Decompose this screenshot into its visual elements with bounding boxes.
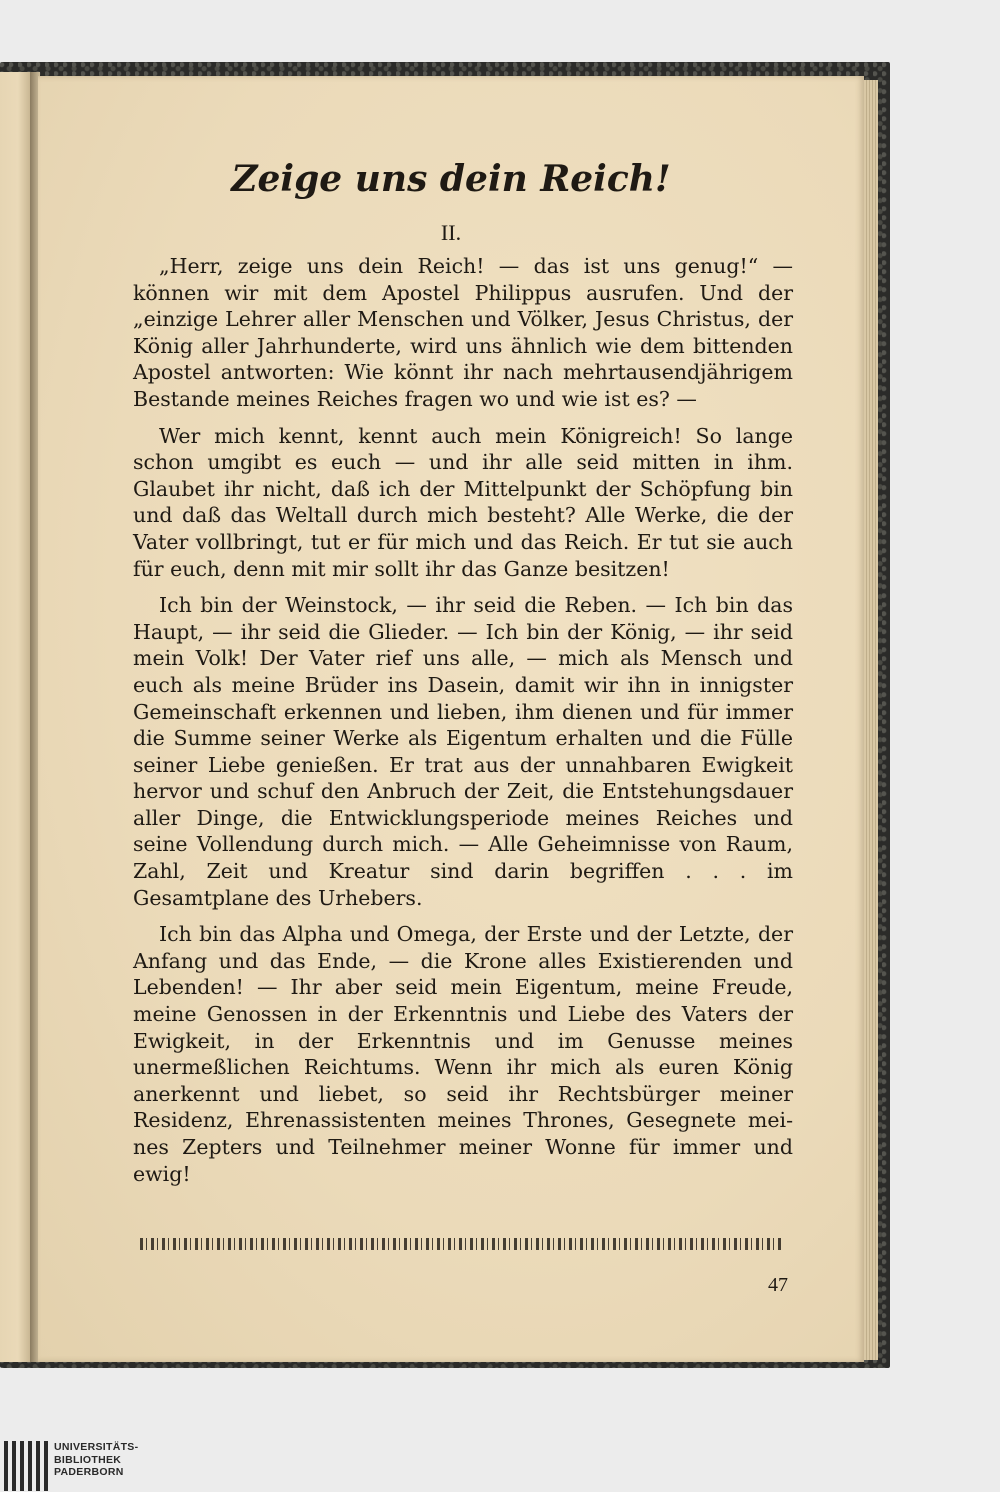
footer-bar	[0, 1440, 1000, 1492]
section-numeral: II.	[440, 220, 462, 245]
left-page-edge	[0, 72, 30, 1362]
page-block-edge	[864, 80, 878, 1360]
chapter-title: Zeige uns dein Reich!	[231, 158, 671, 200]
paragraph: Wer mich kennt, kennt auch mein Königreich! So lange schon umgibt es euch — und ihr alle seid mitten in ihm. Glaubet ihr nicht, daß ich der Mittelpunkt der Schöpfung bin und daß das Weltall durch mich besteht? Alle Werke, die der Vater vollbringt, tut er für mich und das Reich. Er tut sie auch für euch, denn mit mir sollt ihr das Ganze besitzen!	[133, 423, 793, 581]
body-text	[133, 253, 793, 1197]
library-name	[54, 1441, 138, 1479]
paragraph: „Herr, zeige uns dein Reich! — das ist uns genug!“ — können wir mit dem Apostel Philippus ausrufen. Und der „einzige Lehrer aller Menschen und Völker, Jesus Christus, der König aller Jahrhunderte, wird uns ähnlich wie dem bittenden Apostel antworten: Wie könnt ihr nach mehrtausendjährigem Bestande meines Reiches fragen wo und wie ist es? —	[133, 254, 793, 411]
library-name-line: UNIVERSITÄTS-	[54, 1441, 139, 1453]
paragraph: Ich bin der Weinstock, — ihr seid die Reben. — Ich bin das Haupt, — ihr seid die Glieder. — Ich bin der König, — ihr seid mein Volk! Der Vater rief uns alle, — mich als Mensch und euch als meine Brüder ins Dasein, damit wir ihn in innigster Gemeinschaft erkennen und lieben, ihm dienen und für immer die Summe seiner Werke als Eigentum erhalten und die Fülle seiner Liebe genießen. Er trat aus der unnahbaren Ewigkeit hervor und schuf den Anbruch der Zeit, die Entstehungsdauer aller Dinge, die Entwicklungsperiode meines Reiches und seine Vollendung durch mich. — Alle Geheimnisse von Raum, Zahl, Zeit und Kreatur sind darin begriffen . . . im Gesamtplane des Urhebers.	[133, 593, 793, 910]
page-number: 47	[768, 1274, 788, 1296]
library-name-line: BIBLIOTHEK	[54, 1453, 122, 1466]
library-name-line: PADERBORN	[54, 1466, 124, 1478]
library-logo-icon	[4, 1441, 50, 1491]
ornamental-divider	[140, 1238, 782, 1250]
paragraph: Ich bin das Alpha und Omega, der Erste und der Letzte, der Anfang und das Ende, — die Krone alles Existierenden und Lebenden! — Ihr aber seid mein Eigentum, meine Freude, meine Genossen in der Erkenntnis und Liebe des Vaters der Ewigkeit, in der Erkenntnis und im Genusse meines unermeßlichen Reichtums. Wenn ihr mich als euren König anerkennt und liebet, so seid ihr Rechtsbürger meiner Residenz, Ehrenassistenten meines Thrones, Gesegnete meines Zepters und Teilnehmer meiner Wonne für immer und ewig!	[133, 922, 793, 1186]
